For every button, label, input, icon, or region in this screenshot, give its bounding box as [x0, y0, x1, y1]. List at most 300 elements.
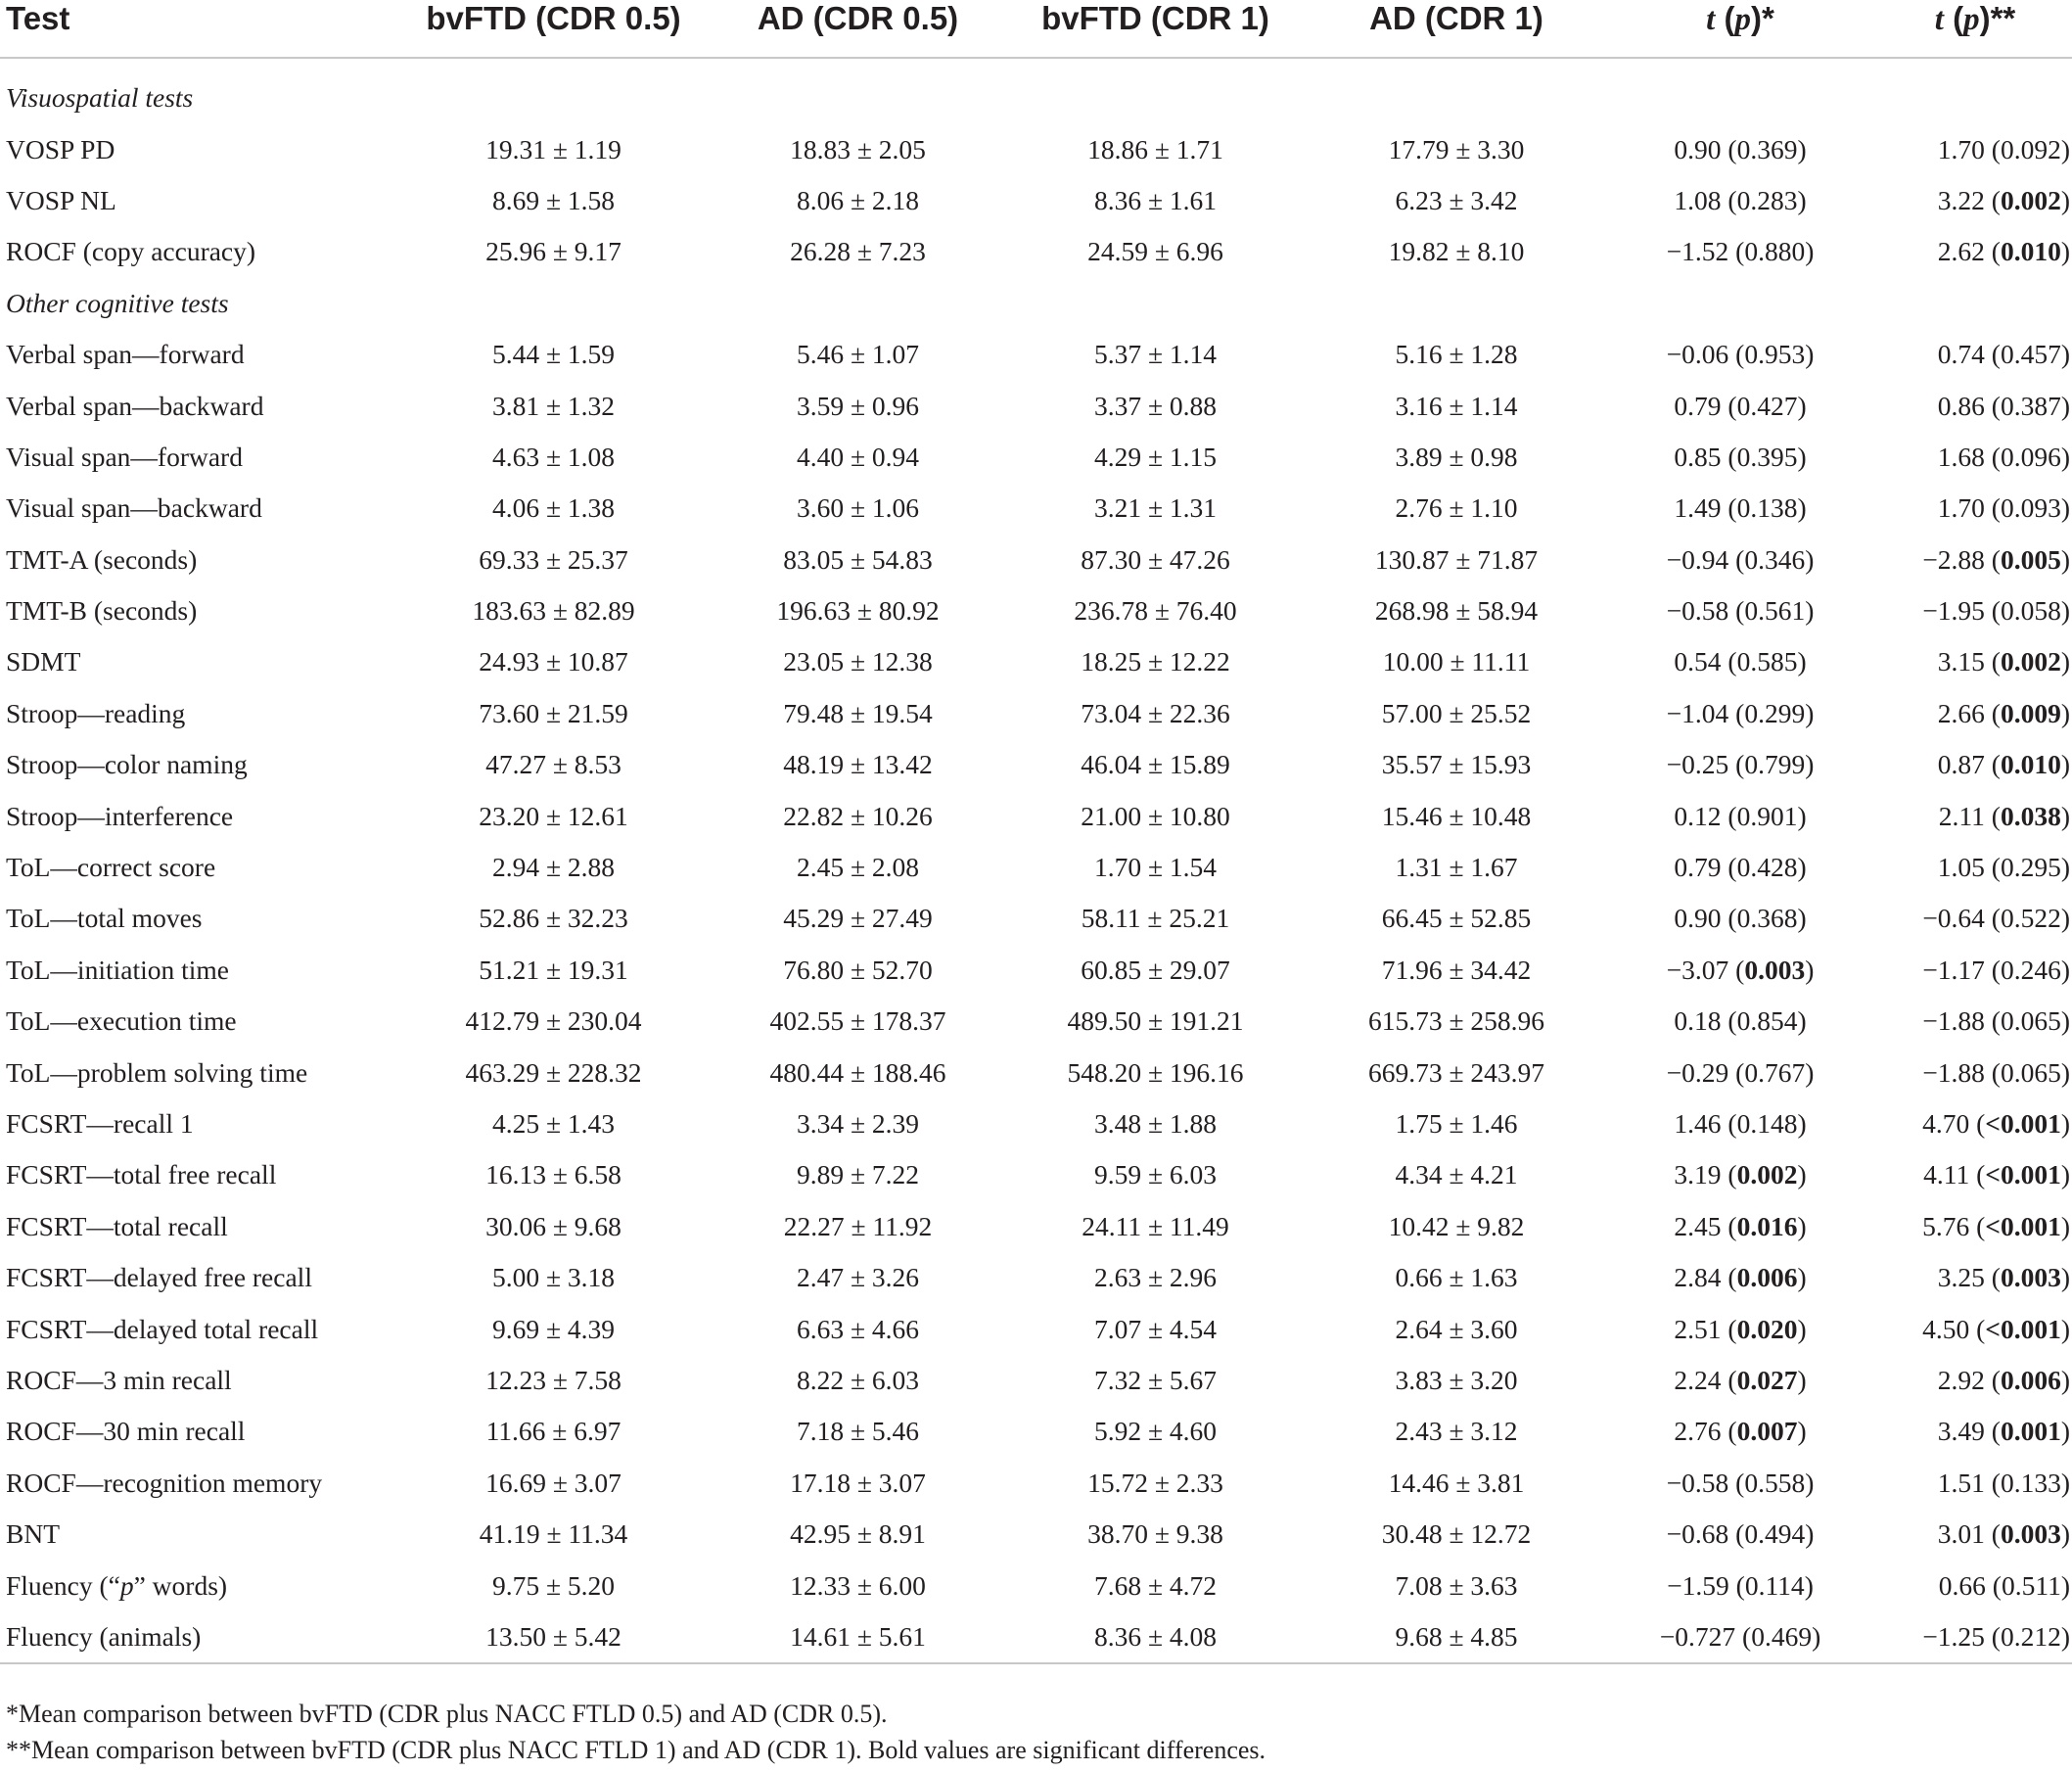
- table-row: [0, 1303, 2072, 1354]
- t-value: 2.45: [1674, 1210, 1722, 1241]
- cell-bvftd-cdr1: 3.48 ± 1.88: [1093, 1108, 1218, 1139]
- cell-t-p-2: 4.70 (<0.001): [1922, 1108, 2070, 1139]
- cell-bvftd-cdr05: 16.13 ± 6.58: [485, 1159, 622, 1190]
- cell-test: ToL—initiation time: [6, 954, 229, 985]
- header-ad-cdr1: AD (CDR 1): [1311, 0, 1602, 58]
- cell-bvftd-cdr1: 24.59 ± 6.96: [1087, 236, 1223, 267]
- p-value: 0.561: [1744, 595, 1806, 627]
- cell-t-p-1: 2.51 (0.020): [1674, 1313, 1807, 1344]
- cell-bvftd-cdr1: 46.04 ± 15.89: [1081, 749, 1230, 780]
- cell-ad-cdr05: 3.34 ± 2.39: [796, 1108, 920, 1139]
- t-value: −3.07: [1666, 954, 1729, 985]
- t-value: −0.58: [1666, 595, 1729, 627]
- cell-ad-cdr05: 42.95 ± 8.91: [790, 1518, 926, 1550]
- cell-ad-cdr05: 2.45 ± 2.08: [796, 852, 920, 883]
- cell-t-p-2: 1.70 (0.093): [1937, 492, 2070, 524]
- cell-t-p-2: −1.88 (0.065): [1922, 1005, 2070, 1037]
- cell-bvftd-cdr05: 25.96 ± 9.17: [485, 236, 622, 267]
- cell-t-p-1: 3.19 (0.002): [1674, 1159, 1807, 1190]
- table-row: [0, 1611, 2072, 1663]
- section-row: [0, 278, 2072, 329]
- t-value: 1.08: [1674, 184, 1722, 215]
- p-value: 0.283: [1736, 184, 1798, 215]
- p-value: 0.005: [2000, 543, 2061, 575]
- p-value: 0.133: [2000, 1467, 2061, 1498]
- table-row: [0, 996, 2072, 1047]
- cell-test: VOSP PD: [6, 133, 115, 164]
- table-row: [0, 483, 2072, 534]
- cell-test: FCSRT—recall 1: [6, 1108, 194, 1139]
- p-value: 0.880: [1744, 236, 1806, 267]
- cell-t-p-1: 1.46 (0.148): [1674, 1108, 1807, 1139]
- t-value: −0.06: [1666, 339, 1729, 370]
- cell-bvftd-cdr05: 3.81 ± 1.32: [491, 390, 616, 421]
- cell-t-p-2: 5.76 (<0.001): [1922, 1210, 2070, 1241]
- cell-bvftd-cdr05: 13.50 ± 5.42: [391, 1611, 715, 1663]
- cell-t-p-2: 1.05 (0.295): [1937, 852, 2070, 883]
- cell-t-p-1: 0.18 (0.854): [1674, 1005, 1807, 1037]
- table-row: [0, 1406, 2072, 1457]
- p-value: 0.138: [1736, 492, 1798, 524]
- cell-ad-cdr05: 26.28 ± 7.23: [790, 236, 926, 267]
- cell-ad-cdr05: 196.63 ± 80.92: [776, 595, 940, 627]
- cell-ad-cdr1: 4.34 ± 4.21: [1395, 1159, 1518, 1190]
- cell-t-p-1: 0.79 (0.427): [1674, 390, 1807, 421]
- table-row: [0, 329, 2072, 380]
- cell-t-p-2: 0.74 (0.457): [1937, 339, 2070, 370]
- cell-test: Visual span—backward: [6, 492, 262, 524]
- t-value: 3.15: [1937, 646, 1985, 677]
- cell-t-p-2: 1.51 (0.133): [1937, 1467, 2070, 1498]
- cell-ad-cdr1: 1.31 ± 1.67: [1395, 852, 1518, 883]
- cell-t-p-2: 1.70 (0.092): [1937, 133, 2070, 164]
- cell-t-p-1: −1.04 (0.299): [1666, 697, 1815, 728]
- cell-ad-cdr1: 19.82 ± 8.10: [1388, 236, 1525, 267]
- table-row: [0, 1201, 2072, 1252]
- cell-t-p-2: 2.11 (0.038): [1938, 800, 2070, 831]
- t-value: −0.29: [1666, 1056, 1729, 1088]
- t-value: 0.86: [1937, 390, 1985, 421]
- cell-t-p-2: 1.68 (0.096): [1937, 441, 2070, 472]
- t-value: −0.727: [1659, 1620, 1736, 1652]
- cell-ad-cdr05: 23.05 ± 12.38: [783, 646, 933, 677]
- p-value: 0.558: [1744, 1467, 1806, 1498]
- t-value: 1.49: [1674, 492, 1722, 524]
- cell-ad-cdr1: 2.43 ± 3.12: [1395, 1416, 1518, 1447]
- cell-ad-cdr05: 45.29 ± 27.49: [783, 903, 933, 934]
- cell-bvftd-cdr05: 2.94 ± 2.88: [491, 852, 616, 883]
- cell-t-p-2: 3.15 (0.002): [1937, 646, 2070, 677]
- cell-test: FCSRT—delayed free recall: [6, 1262, 312, 1293]
- table-row: [0, 945, 2072, 996]
- cell-t-p-2: 0.66 (0.511): [1938, 1569, 2070, 1601]
- cell-t-p-1: 1.49 (0.138): [1674, 492, 1807, 524]
- t-value: 5.76: [1922, 1210, 1970, 1241]
- cell-bvftd-cdr1: 9.59 ± 6.03: [1093, 1159, 1218, 1190]
- cell-ad-cdr05: 8.06 ± 2.18: [796, 184, 920, 215]
- cell-t-p-2: 0.87 (0.010): [1937, 749, 2070, 780]
- p-value: 0.295: [2000, 852, 2061, 883]
- cell-test: SDMT: [6, 646, 81, 677]
- cell-bvftd-cdr1: 548.20 ± 196.16: [1067, 1056, 1244, 1088]
- cell-bvftd-cdr1: 8.36 ± 4.08: [1000, 1611, 1311, 1663]
- section-title: Other cognitive tests: [6, 287, 229, 318]
- cell-ad-cdr1: 15.46 ± 10.48: [1381, 800, 1532, 831]
- cell-bvftd-cdr05: 4.63 ± 1.08: [491, 441, 616, 472]
- section-title: Visuospatial tests: [6, 82, 194, 114]
- cell-test: FCSRT—delayed total recall: [6, 1313, 319, 1344]
- cell-bvftd-cdr1: 15.72 ± 2.33: [1087, 1467, 1223, 1498]
- t-value: 1.70: [1937, 133, 1985, 164]
- header-test: Test: [0, 0, 391, 58]
- table-row: [0, 226, 2072, 277]
- cell-ad-cdr1: 9.68 ± 4.85: [1311, 1611, 1602, 1663]
- cell-bvftd-cdr1: 21.00 ± 10.80: [1081, 800, 1230, 831]
- cell-test: Fluency (“p” words): [6, 1569, 228, 1601]
- header-bvftd-cdr1: bvFTD (CDR 1): [1000, 0, 1311, 58]
- cell-test: Stroop—color naming: [6, 749, 248, 780]
- p-value: 0.093: [2000, 492, 2061, 524]
- cell-ad-cdr1: 30.48 ± 12.72: [1381, 1518, 1532, 1550]
- t-value: −1.04: [1666, 697, 1729, 728]
- cell-test: TMT-A (seconds): [6, 543, 198, 575]
- cell-bvftd-cdr1: 7.68 ± 4.72: [1093, 1569, 1218, 1601]
- cell-bvftd-cdr05: 11.66 ± 6.97: [485, 1416, 622, 1447]
- cell-ad-cdr1: 71.96 ± 34.42: [1381, 954, 1532, 985]
- p-value: 0.038: [2000, 800, 2061, 831]
- p-value: 0.001: [2000, 1416, 2061, 1447]
- footnote-1: *Mean comparison between bvFTD (CDR plus NACC FTLD 0.5) and AD (CDR 0.5).: [6, 1700, 888, 1728]
- p-value: 0.457: [2000, 339, 2061, 370]
- t-value: 3.25: [1937, 1262, 1985, 1293]
- table-row: [0, 1098, 2072, 1149]
- cell-ad-cdr05: 22.82 ± 10.26: [783, 800, 933, 831]
- t-value: 2.66: [1937, 697, 1985, 728]
- table-row: [0, 739, 2072, 790]
- cell-t-p-1: −0.25 (0.799): [1666, 749, 1815, 780]
- cell-bvftd-cdr1: 24.11 ± 11.49: [1082, 1210, 1229, 1241]
- p-value: 0.427: [1736, 390, 1798, 421]
- cell-t-p-1: 2.24 (0.027): [1674, 1364, 1807, 1395]
- table-row: [0, 585, 2072, 636]
- table-row: [0, 432, 2072, 483]
- cell-t-p-1: 0.85 (0.395): [1674, 441, 1807, 472]
- p-value: 0.369: [1736, 133, 1798, 164]
- t-value: 3.19: [1674, 1159, 1722, 1190]
- cell-ad-cdr05: 9.89 ± 7.22: [796, 1159, 920, 1190]
- table-row: [0, 1252, 2072, 1303]
- cell-bvftd-cdr1: 5.37 ± 1.14: [1093, 339, 1218, 370]
- cell-bvftd-cdr1: 87.30 ± 47.26: [1081, 543, 1230, 575]
- t-value: −1.17: [1922, 954, 1985, 985]
- cell-bvftd-cdr05: 9.69 ± 4.39: [491, 1313, 616, 1344]
- cell-ad-cdr1: 10.42 ± 9.82: [1388, 1210, 1525, 1241]
- cell-bvftd-cdr05: 4.25 ± 1.43: [491, 1108, 616, 1139]
- cell-bvftd-cdr05: 4.06 ± 1.38: [491, 492, 616, 524]
- p-value: 0.469: [1751, 1620, 1813, 1652]
- cell-bvftd-cdr05: 12.23 ± 7.58: [485, 1364, 622, 1395]
- cell-t-p-2: −1.95 (0.058): [1922, 595, 2070, 627]
- t-value: −0.68: [1666, 1518, 1729, 1550]
- cell-test: TMT-B (seconds): [6, 595, 198, 627]
- cell-bvftd-cdr05: 24.93 ± 10.87: [479, 646, 628, 677]
- cell-ad-cdr05: 79.48 ± 19.54: [783, 697, 933, 728]
- p-value: <0.001: [1985, 1210, 2061, 1241]
- t-value: 4.11: [1923, 1159, 1970, 1190]
- p-value: 0.953: [1744, 339, 1806, 370]
- cell-ad-cdr05: 22.27 ± 11.92: [783, 1210, 933, 1241]
- cell-t-p-1: 0.12 (0.901): [1674, 800, 1807, 831]
- t-value: 2.92: [1937, 1364, 1985, 1395]
- cell-test: ToL—correct score: [6, 852, 216, 883]
- p-value: 0.010: [2000, 749, 2061, 780]
- cell-ad-cdr1: 7.08 ± 3.63: [1395, 1569, 1518, 1601]
- cell-t-p-2: 2.62 (0.010): [1937, 236, 2070, 267]
- cell-ad-cdr1: 0.66 ± 1.63: [1395, 1262, 1518, 1293]
- t-value: 0.54: [1674, 646, 1722, 677]
- cell-ad-cdr1: 615.73 ± 258.96: [1367, 1005, 1545, 1037]
- cell-bvftd-cdr05: 16.69 ± 3.07: [485, 1467, 622, 1498]
- cell-bvftd-cdr05: 52.86 ± 32.23: [479, 903, 628, 934]
- p-value: 0.148: [1736, 1108, 1798, 1139]
- p-value: 0.854: [1736, 1005, 1798, 1037]
- table-row: [0, 688, 2072, 739]
- p-value: 0.058: [2000, 595, 2061, 627]
- table-row: [0, 1458, 2072, 1509]
- cell-bvftd-cdr05: 41.19 ± 11.34: [479, 1518, 628, 1550]
- t-value: 0.90: [1674, 133, 1722, 164]
- header-ad-cdr05: AD (CDR 0.5): [715, 0, 1000, 58]
- cell-ad-cdr05: 6.63 ± 4.66: [796, 1313, 920, 1344]
- cell-ad-cdr05: 83.05 ± 54.83: [783, 543, 933, 575]
- cell-bvftd-cdr05: 69.33 ± 25.37: [479, 543, 628, 575]
- cell-ad-cdr05: 2.47 ± 3.26: [796, 1262, 920, 1293]
- cell-ad-cdr05: 76.80 ± 52.70: [783, 954, 933, 985]
- cell-ad-cdr05: 7.18 ± 5.46: [796, 1416, 920, 1447]
- cell-ad-cdr1: 10.00 ± 11.11: [1382, 646, 1531, 677]
- cell-t-p-1: 2.76 (0.007): [1674, 1416, 1807, 1447]
- p-value: 0.368: [1736, 903, 1798, 934]
- cell-ad-cdr1: 3.16 ± 1.14: [1395, 390, 1518, 421]
- p-value: <0.001: [1985, 1313, 2061, 1344]
- p-value: 0.020: [1736, 1313, 1798, 1344]
- t-value: 0.90: [1674, 903, 1722, 934]
- t-value: −1.59: [1667, 1569, 1729, 1601]
- cell-t-p-2: 3.25 (0.003): [1937, 1262, 2070, 1293]
- cell-ad-cdr05: 14.61 ± 5.61: [715, 1611, 1000, 1663]
- t-value: 3.22: [1937, 184, 1985, 215]
- cell-t-p-2: −0.64 (0.522): [1922, 903, 2070, 934]
- cell-ad-cdr1: 35.57 ± 15.93: [1381, 749, 1532, 780]
- p-value: 0.002: [2000, 184, 2061, 215]
- cell-test: BNT: [6, 1518, 60, 1550]
- t-value: 4.50: [1922, 1313, 1970, 1344]
- cell-t-p-1: −3.07 (0.003): [1666, 954, 1815, 985]
- t-value: −1.52: [1666, 236, 1729, 267]
- t-value: 0.74: [1937, 339, 1985, 370]
- p-value: 0.027: [1736, 1364, 1798, 1395]
- cell-t-p-1: 0.90 (0.368): [1674, 903, 1807, 934]
- t-value: 1.46: [1674, 1108, 1722, 1139]
- header-t-p-2: t (p)**: [1878, 0, 2072, 58]
- p-value: 0.092: [2000, 133, 2061, 164]
- cell-ad-cdr05: 5.46 ± 1.07: [796, 339, 920, 370]
- cell-bvftd-cdr05: 5.00 ± 3.18: [491, 1262, 616, 1293]
- cell-test: FCSRT—total free recall: [6, 1159, 277, 1190]
- cell-t-p-2: −1.25 (0.212): [1878, 1611, 2072, 1663]
- cell-bvftd-cdr05: 19.31 ± 1.19: [485, 133, 622, 164]
- cell-ad-cdr1: 2.76 ± 1.10: [1395, 492, 1518, 524]
- cell-t-p-2: 3.22 (0.002): [1937, 184, 2070, 215]
- t-value: 2.84: [1674, 1262, 1722, 1293]
- table-row: [0, 380, 2072, 431]
- cell-t-p-2: −2.88 (0.005): [1922, 543, 2070, 575]
- t-value: 2.62: [1937, 236, 1985, 267]
- t-value: 1.51: [1937, 1467, 1985, 1498]
- cell-bvftd-cdr1: 5.92 ± 4.60: [1093, 1416, 1218, 1447]
- cell-ad-cdr05: 3.60 ± 1.06: [796, 492, 920, 524]
- p-value: 0.009: [2000, 697, 2061, 728]
- section-row: [0, 72, 2072, 123]
- t-value: 1.70: [1937, 492, 1985, 524]
- cell-test: Verbal span—forward: [6, 339, 245, 370]
- cell-test: ToL—problem solving time: [6, 1056, 308, 1088]
- t-value: −2.88: [1922, 543, 1985, 575]
- cell-test: FCSRT—total recall: [6, 1210, 228, 1241]
- p-value: 0.901: [1736, 800, 1798, 831]
- cell-ad-cdr1: 6.23 ± 3.42: [1395, 184, 1518, 215]
- t-value: 0.79: [1674, 852, 1722, 883]
- cell-t-p-1: −0.94 (0.346): [1666, 543, 1815, 575]
- cell-t-p-1: 2.45 (0.016): [1674, 1210, 1807, 1241]
- cell-test: Stroop—reading: [6, 697, 186, 728]
- table-row: [0, 175, 2072, 226]
- cell-bvftd-cdr05: 5.44 ± 1.59: [491, 339, 616, 370]
- cell-bvftd-cdr1: 236.78 ± 76.40: [1074, 595, 1237, 627]
- t-value: −1.95: [1922, 595, 1985, 627]
- cell-test: ToL—total moves: [6, 903, 203, 934]
- cell-bvftd-cdr1: 3.21 ± 1.31: [1093, 492, 1218, 524]
- cell-t-p-2: 3.49 (0.001): [1937, 1416, 2070, 1447]
- cell-test: Fluency (animals): [0, 1611, 391, 1663]
- cell-t-p-1: 1.08 (0.283): [1674, 184, 1807, 215]
- p-value: 0.006: [1736, 1262, 1798, 1293]
- t-value: −1.25: [1922, 1620, 1985, 1652]
- t-value: 0.18: [1674, 1005, 1722, 1037]
- p-value: 0.767: [1744, 1056, 1806, 1088]
- cell-ad-cdr05: 17.18 ± 3.07: [790, 1467, 926, 1498]
- p-value: 0.114: [1744, 1569, 1805, 1601]
- cell-t-p-2: 2.66 (0.009): [1937, 697, 2070, 728]
- footnote-2: **Mean comparison between bvFTD (CDR plus NACC FTLD 1) and AD (CDR 1). Bold values are significant differences.: [6, 1736, 1266, 1764]
- p-value: 0.016: [1736, 1210, 1798, 1241]
- header-row: [0, 0, 2072, 58]
- t-value: 3.49: [1937, 1416, 1985, 1447]
- t-value: 1.68: [1937, 441, 1985, 472]
- p-value: <0.001: [1985, 1108, 2061, 1139]
- cell-t-p-1: −0.29 (0.767): [1666, 1056, 1815, 1088]
- t-value: −0.25: [1666, 749, 1729, 780]
- cell-bvftd-cdr1: 38.70 ± 9.38: [1087, 1518, 1223, 1550]
- cell-ad-cdr1: 3.89 ± 0.98: [1395, 441, 1518, 472]
- p-value: 0.799: [1744, 749, 1806, 780]
- footnotes: [6, 1696, 1266, 1768]
- cell-ad-cdr1: 17.79 ± 3.30: [1388, 133, 1525, 164]
- p-value: 0.346: [1744, 543, 1806, 575]
- p-value: 0.428: [1736, 852, 1798, 883]
- table-row: [0, 1355, 2072, 1406]
- cell-ad-cdr1: 1.75 ± 1.46: [1395, 1108, 1518, 1139]
- cell-test: Visual span—forward: [6, 441, 243, 472]
- cell-bvftd-cdr05: 51.21 ± 19.31: [479, 954, 628, 985]
- cell-ad-cdr05: 480.44 ± 188.46: [769, 1056, 946, 1088]
- cell-t-p-1: −0.58 (0.558): [1666, 1467, 1815, 1498]
- cell-t-p-2: 4.50 (<0.001): [1922, 1313, 2070, 1344]
- t-value: 4.70: [1922, 1108, 1970, 1139]
- cell-test: Stroop—interference: [6, 800, 234, 831]
- p-value: 0.387: [2000, 390, 2061, 421]
- t-value: −1.88: [1922, 1056, 1985, 1088]
- p-value: 0.006: [2000, 1364, 2061, 1395]
- cell-ad-cdr05: 4.40 ± 0.94: [796, 441, 920, 472]
- table-row: [0, 893, 2072, 944]
- cell-test: ROCF—30 min recall: [6, 1416, 246, 1447]
- p-value: 0.585: [1736, 646, 1798, 677]
- cell-t-p-2: 4.11 (<0.001): [1923, 1159, 2070, 1190]
- cell-t-p-1: 0.54 (0.585): [1674, 646, 1807, 677]
- p-value: 0.299: [1744, 697, 1806, 728]
- p-value: 0.007: [1736, 1416, 1798, 1447]
- cell-bvftd-cdr1: 8.36 ± 1.61: [1093, 184, 1218, 215]
- cell-t-p-1: −0.68 (0.494): [1666, 1518, 1815, 1550]
- table-body: [0, 58, 2072, 1663]
- cell-ad-cdr1: 3.83 ± 3.20: [1395, 1364, 1518, 1395]
- cell-ad-cdr05: 402.55 ± 178.37: [769, 1005, 946, 1037]
- t-value: 2.11: [1938, 800, 1985, 831]
- p-value: 0.002: [1736, 1159, 1798, 1190]
- cell-bvftd-cdr1: 489.50 ± 191.21: [1067, 1005, 1244, 1037]
- t-value: 3.01: [1937, 1518, 1985, 1550]
- table-row: [0, 790, 2072, 841]
- table-row: [0, 636, 2072, 687]
- cell-bvftd-cdr05: 8.69 ± 1.58: [491, 184, 616, 215]
- table-row: [0, 842, 2072, 893]
- cell-ad-cdr1: 669.73 ± 243.97: [1367, 1056, 1545, 1088]
- cell-t-p-2: −1.88 (0.065): [1922, 1056, 2070, 1088]
- t-value: 2.76: [1674, 1416, 1722, 1447]
- cell-ad-cdr1: 57.00 ± 25.52: [1381, 697, 1532, 728]
- p-value: 0.003: [1744, 954, 1806, 985]
- cell-t-p-1: 2.84 (0.006): [1674, 1262, 1807, 1293]
- cell-ad-cdr1: 130.87 ± 71.87: [1374, 543, 1539, 575]
- cell-bvftd-cdr1: 18.25 ± 12.22: [1081, 646, 1230, 677]
- cell-ad-cdr1: 2.64 ± 3.60: [1395, 1313, 1518, 1344]
- t-value: 2.24: [1674, 1364, 1722, 1395]
- cell-t-p-1: −0.06 (0.953): [1666, 339, 1815, 370]
- spacer-row: [0, 58, 2072, 72]
- cell-test: ROCF—3 min recall: [6, 1364, 232, 1395]
- t-value: 0.12: [1674, 800, 1722, 831]
- p-value: 0.212: [2000, 1620, 2061, 1652]
- cell-ad-cdr1: 5.16 ± 1.28: [1395, 339, 1518, 370]
- cell-t-p-1: −1.59 (0.114): [1667, 1569, 1814, 1601]
- cell-ad-cdr1: 268.98 ± 58.94: [1374, 595, 1539, 627]
- cell-bvftd-cdr1: 3.37 ± 0.88: [1093, 390, 1218, 421]
- p-value: 0.246: [2000, 954, 2061, 985]
- cell-test: ToL—execution time: [6, 1005, 237, 1037]
- p-value: 0.065: [2000, 1005, 2061, 1037]
- table-row: [0, 535, 2072, 585]
